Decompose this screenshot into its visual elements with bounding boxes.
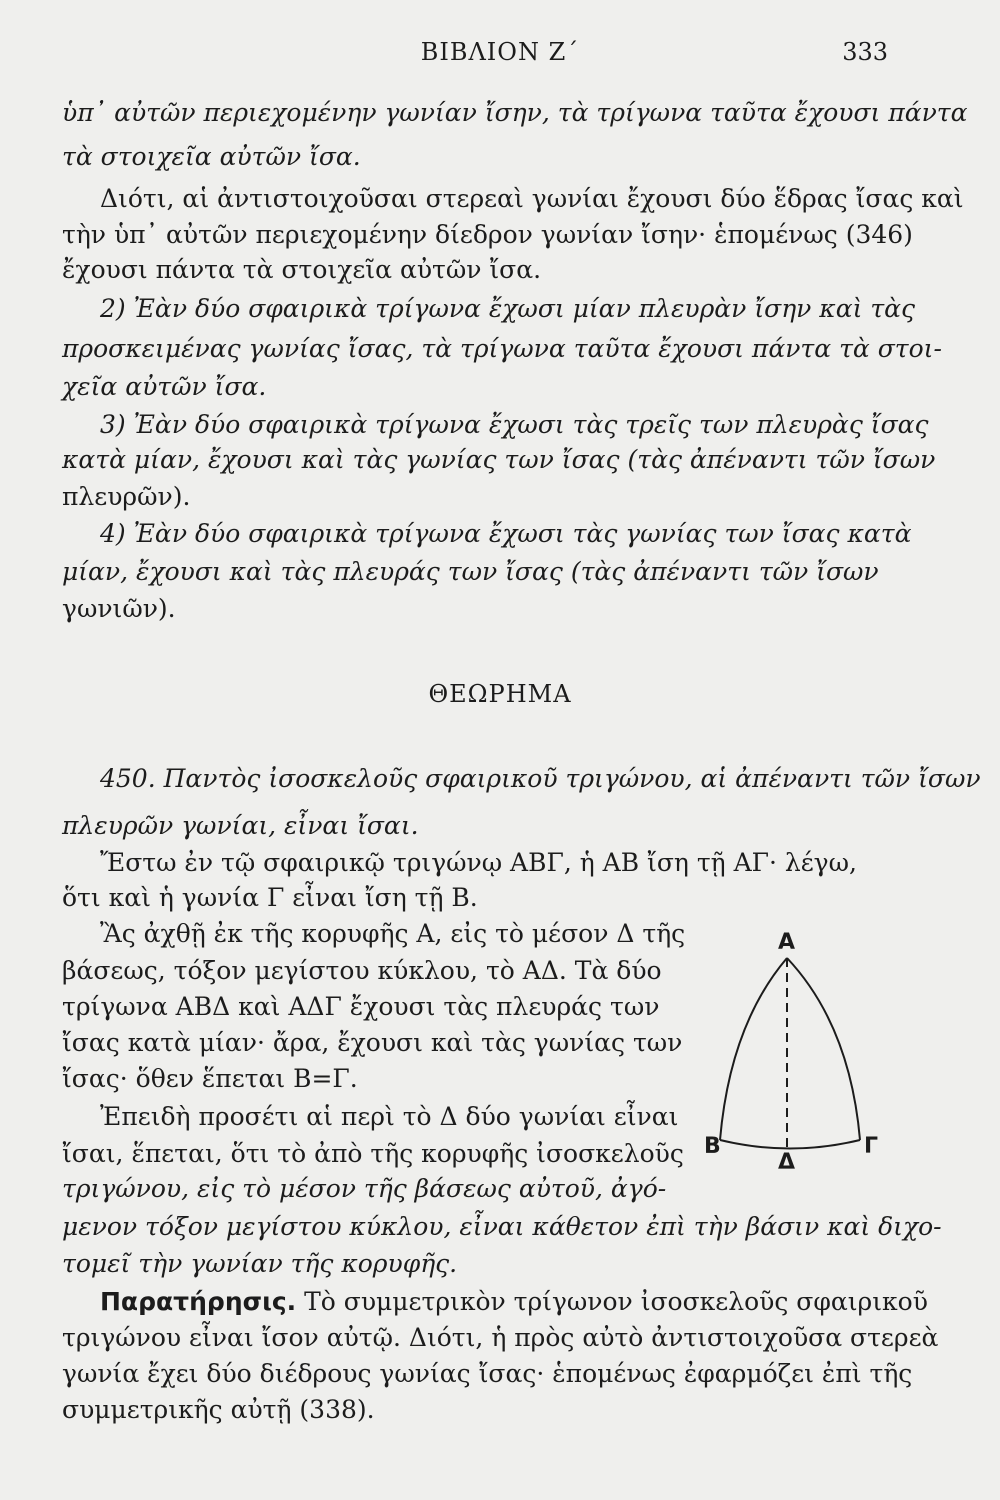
text-line: 2) Ἐὰν δύο σφαιρικὰ τρίγωνα ἔχωσι μίαν πλευρὰν ἴσην καὶ τὰς <box>100 294 916 323</box>
text-line: χεῖα αὐτῶν ἴσα. <box>62 372 267 401</box>
text-line: Ἔστω ἐν τῷ σφαιρικῷ τριγώνῳ ΑΒΓ, ἡ ΑΒ ἴση τῇ ΑΓ· λέγω, <box>100 848 857 877</box>
spherical-triangle-figure <box>690 925 895 1175</box>
theorem-statement-line: πλευρῶν γωνίαι, εἶναι ἴσαι. <box>62 811 419 840</box>
text-line: Ἐπειδὴ προσέτι αἱ περὶ τὸ Δ δύο γωνίαι εἶναι <box>100 1102 679 1131</box>
text-line: γωνία ἔχει δύο διέδρους γωνίας ἴσας· ἑπομένως ἐφαρμόζει ἐπὶ τῆς <box>62 1359 913 1388</box>
text-line: βάσεως, τόξον μεγίστου κύκλου, τὸ ΑΔ. Τὰ δύο <box>62 956 662 985</box>
arc-ab <box>720 958 787 1140</box>
text-line: ἴσας κατὰ μίαν· ἄρα, ἔχουσι καὶ τὰς γωνίας των <box>62 1028 683 1057</box>
text-line: τρίγωνα ΑΒΔ καὶ ΑΔΓ ἔχουσι τὰς πλευράς των <box>62 992 660 1021</box>
theorem-statement-line: 450. Παντὸς ἰσοσκελοῦς σφαιρικοῦ τριγώνου, αἱ ἀπέναντι τῶν ἴσων <box>100 764 981 793</box>
text-line: ὅτι καὶ ἡ γωνία Γ εἶναι ἴση τῇ Β. <box>62 883 478 912</box>
remark-label: Παρατήρησις. <box>100 1287 297 1316</box>
text-line: Ἂς ἀχθῇ ἐκ τῆς κορυφῆς Α, εἰς τὸ μέσον Δ τῆς <box>100 919 686 948</box>
text-line: μίαν, ἔχουσι καὶ τὰς πλευράς των ἴσας (τὰς ἀπέναντι τῶν ἴσων <box>62 557 879 586</box>
theorem-heading: ΘΕΩΡΗΜΑ <box>428 680 572 708</box>
text-line: ὑπ᾽ αὐτῶν περιεχομένην γωνίαν ἴσην, τὰ τρίγωνα ταῦτα ἔχουσι πάντα <box>62 98 968 127</box>
text-line: τὰ στοιχεῖα αὐτῶν ἴσα. <box>62 142 361 171</box>
text-line: τριγώνου εἶναι ἴσον αὐτῷ. Διότι, ἡ πρὸς αὐτὸ ἀντιστοιχοῦσα στερεὰ <box>62 1323 939 1352</box>
text-line: πλευρῶν). <box>62 482 191 511</box>
vertex-b-label: Β <box>704 1134 721 1159</box>
text-line: ἴσας· ὅθεν ἕπεται Β=Γ. <box>62 1064 358 1093</box>
text-line: 3) Ἐὰν δύο σφαιρικὰ τρίγωνα ἔχωσι τὰς τρεῖς των πλευρὰς ἴσας <box>100 410 929 439</box>
text-line: συμμετρικῆς αὐτῇ (338). <box>62 1395 375 1424</box>
point-d-label: Δ <box>778 1150 796 1175</box>
text-line: τομεῖ τὴν γωνίαν τῆς κορυφῆς. <box>62 1249 458 1278</box>
page-number: 333 <box>842 38 888 66</box>
running-header: ΒΙΒΛΙΟΝ Ζ΄ <box>420 38 580 66</box>
text-line: τὴν ὑπ᾽ αὐτῶν περιεχομένην δίεδρον γωνίαν ἴσην· ἑπομένως (346) <box>62 220 913 249</box>
remark-text: Τὸ συμμετρικὸν τρίγωνον ἰσοσκελοῦς σφαιρικοῦ <box>304 1287 928 1316</box>
text-line: ἔχουσι πάντα τὰ στοιχεῖα αὐτῶν ἴσα. <box>62 255 542 284</box>
arc-bg <box>720 1140 860 1149</box>
text-line: γωνιῶν). <box>62 594 176 623</box>
text-line: κατὰ μίαν, ἔχουσι καὶ τὰς γωνίας των ἴσας (τὰς ἀπέναντι τῶν ἴσων <box>62 445 936 474</box>
arc-ag <box>787 958 860 1140</box>
text-line: τριγώνου, εἰς τὸ μέσον τῆς βάσεως αὐτοῦ, ἀγό- <box>62 1174 667 1203</box>
remark-line <box>100 1289 928 1314</box>
vertex-g-label: Γ <box>864 1134 879 1159</box>
vertex-a-label: Α <box>778 930 796 955</box>
text-line: Διότι, αἱ ἀντιστοιχοῦσαι στερεαὶ γωνίαι ἔχουσι δύο ἕδρας ἴσας καὶ <box>100 184 964 213</box>
text-line: προσκειμένας γωνίας ἴσας, τὰ τρίγωνα ταῦτα ἔχουσι πάντα τὰ στοι- <box>62 334 942 363</box>
text-line: μενον τόξον μεγίστου κύκλου, εἶναι κάθετον ἐπὶ τὴν βάσιν καὶ διχο- <box>62 1212 942 1241</box>
text-line: 4) Ἐὰν δύο σφαιρικὰ τρίγωνα ἔχωσι τὰς γωνίας των ἴσας κατὰ <box>100 519 912 548</box>
text-line: ἴσαι, ἕπεται, ὅτι τὸ ἀπὸ τῆς κορυφῆς ἰσοσκελοῦς <box>62 1139 684 1168</box>
